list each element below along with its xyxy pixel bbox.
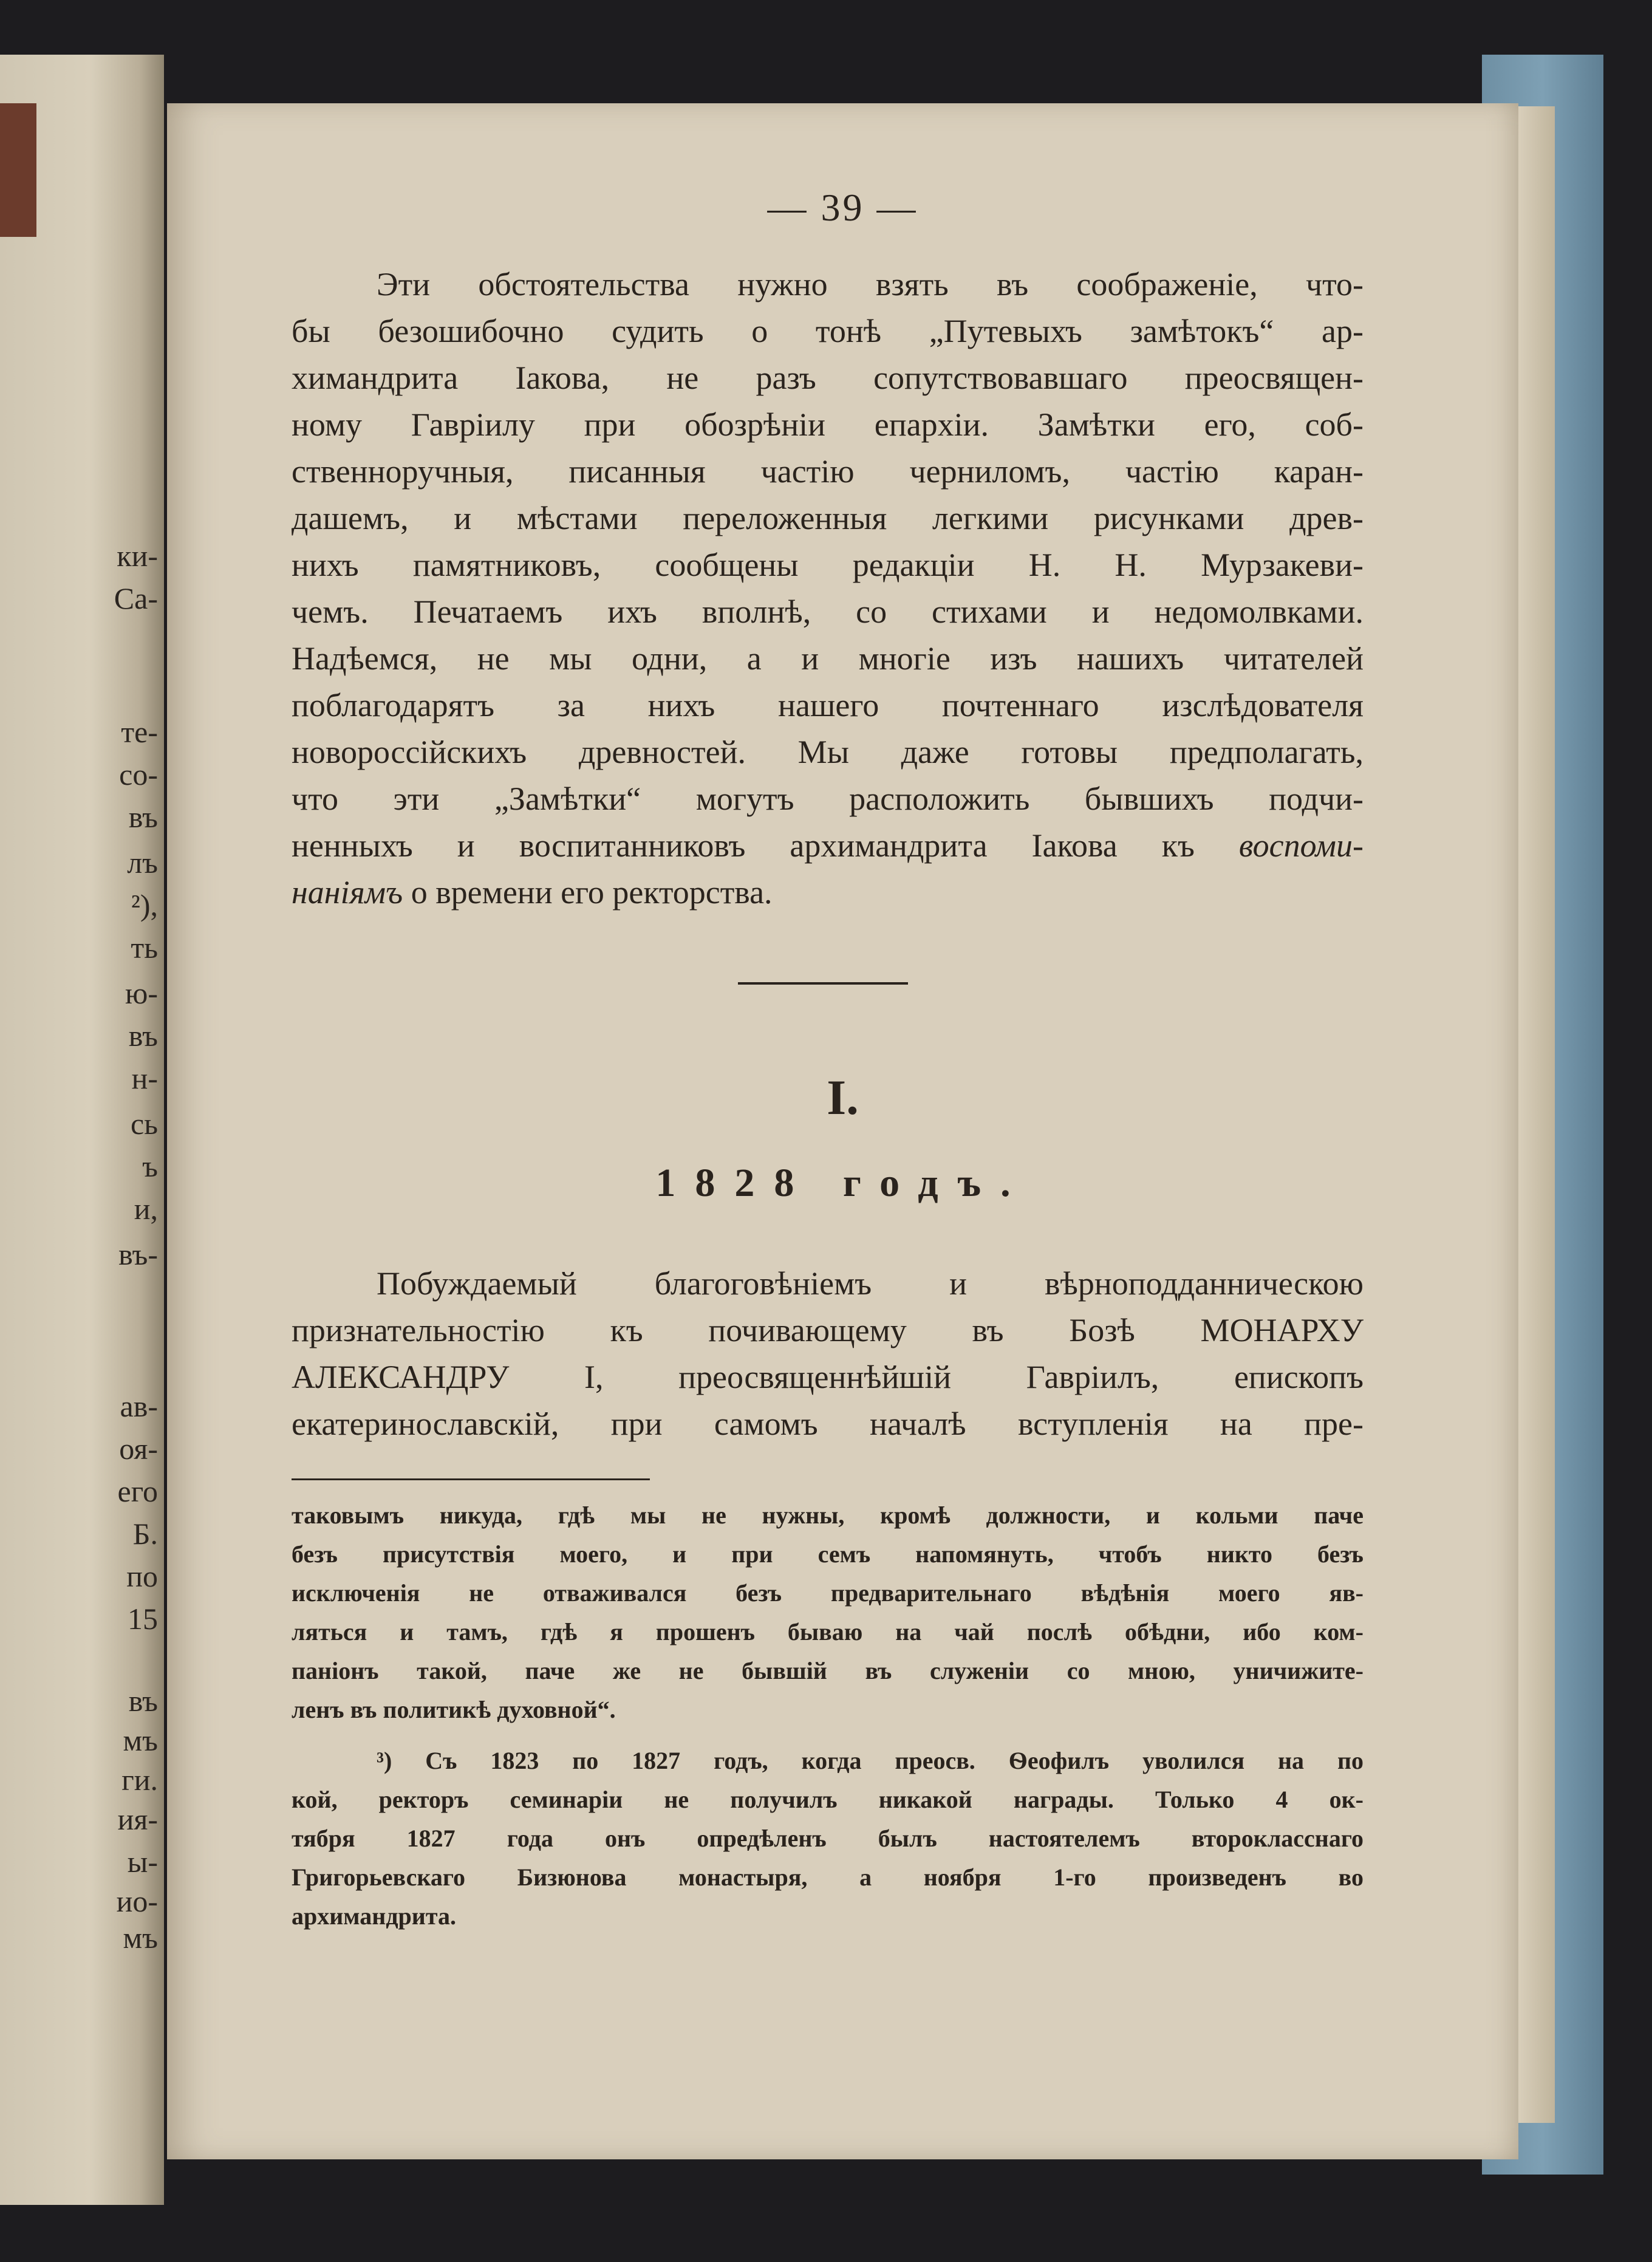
left-page-line: ия- xyxy=(117,1802,158,1836)
left-page-line: Б. xyxy=(132,1517,158,1551)
text-segment: ненныхъ и воспитанниковъ архимандрита Іакова къ xyxy=(292,827,1195,864)
left-page-line: ги. xyxy=(121,1763,158,1797)
page-stack-edge xyxy=(1518,106,1555,2123)
text-line: поблагодарятъ за нихъ нашего почтеннаго изслѣдователя xyxy=(292,687,1364,723)
left-page-line: въ xyxy=(128,1684,158,1718)
left-page-line: Са- xyxy=(114,581,158,615)
left-page-line: въ xyxy=(128,800,158,834)
text-line: дашемъ, и мѣстами переложенныя легкими рисунками древ- xyxy=(292,500,1364,536)
text-line: АЛЕКСАНДРУ I, преосвященнѣйшій Гавріилъ, епископъ xyxy=(292,1359,1364,1395)
left-page-line: мъ xyxy=(123,1723,158,1757)
text-line: Эти обстоятельства нужно взять въ соображеніе, что- xyxy=(377,266,1364,302)
book-page xyxy=(167,103,1518,2159)
paragraph-intro xyxy=(292,261,1364,916)
left-page-line: 15 xyxy=(128,1602,158,1636)
text-line: екатеринославскій, при самомъ началѣ вступленія на пре- xyxy=(292,1406,1364,1442)
left-page-line: ю- xyxy=(125,976,158,1010)
footnote-line: ленъ въ политикѣ духовной“. xyxy=(292,1696,616,1723)
footnote-line: ляться и тамъ, гдѣ я прошенъ бываю на чай послѣ обѣдни, ибо ком- xyxy=(292,1618,1364,1645)
footnote-line: исключенія не отваживался безъ предварительнаго вѣдѣнія моего яв- xyxy=(292,1579,1364,1607)
left-page-line: по xyxy=(126,1559,158,1593)
left-page-line: ав- xyxy=(120,1389,158,1423)
text-line: химандрита Іакова, не разъ сопутствовавшаго преосвящен- xyxy=(292,360,1364,396)
text-line: новороссійскихъ древностей. Мы даже готовы предполагать, xyxy=(292,734,1364,770)
footnote-divider xyxy=(292,1478,650,1480)
footnote-line: безъ присутствія моего, и при семъ напомянуть, чтобъ никто безъ xyxy=(292,1540,1364,1568)
footnote-continued xyxy=(292,1496,1364,1729)
left-page-line: со- xyxy=(119,757,158,791)
italic-segment: воспоми- xyxy=(1238,827,1364,864)
left-page-line: ъ xyxy=(142,1149,158,1183)
text-line: бы безошибочно судить о тонѣ „Путевыхъ замѣтокъ“ ар- xyxy=(292,313,1364,349)
left-page-line: те- xyxy=(121,715,158,749)
paragraph-section xyxy=(292,1260,1364,1447)
text-line: ному Гавріилу при обозрѣніи епархіи. Замѣтки его, соб- xyxy=(292,406,1364,443)
left-page-line: оя- xyxy=(119,1432,158,1466)
italic-segment: наніямъ xyxy=(292,874,403,911)
footnote-line: ³) Съ 1823 по 1827 годъ, когда преосв. Ѳеофилъ уволился на по xyxy=(377,1747,1364,1774)
left-page-line: лъ xyxy=(127,846,158,880)
text-line: признательностію къ почивающему въ Бозѣ МОНАРХУ xyxy=(292,1312,1364,1348)
text-line: Побуждаемый благоговѣніемъ и вѣрноподданническою xyxy=(377,1265,1364,1302)
footnote-line: тября 1827 года онъ опредѣленъ былъ настоятелемъ второкласснаго xyxy=(292,1825,1364,1852)
left-page-line: ио- xyxy=(116,1884,158,1918)
text-line: ственноручныя, писанныя частію черниломъ, частію каран- xyxy=(292,453,1364,490)
footnote-line: Григорьевскаго Бизюнова монастыря, а ноября 1-го произведенъ во xyxy=(292,1864,1364,1891)
text-line xyxy=(292,869,1364,916)
section-title: 1828 годъ. xyxy=(655,1161,1030,1205)
section-divider xyxy=(738,982,908,985)
left-page-line: въ- xyxy=(118,1237,158,1271)
footnote-3 xyxy=(292,1741,1364,1936)
left-page-line: ы- xyxy=(127,1845,158,1879)
text-line: Надѣемся, не мы одни, а и многіе изъ нашихъ читателей xyxy=(292,640,1364,677)
left-facing-page xyxy=(0,55,164,2205)
text-line xyxy=(292,822,1364,869)
text-segment: о времени его ректорства. xyxy=(411,874,773,911)
left-page-line: въ xyxy=(128,1019,158,1053)
section-numeral: I. xyxy=(827,1070,859,1125)
left-page-binding xyxy=(0,103,36,237)
left-page-line: его xyxy=(117,1474,158,1508)
left-page-line: н- xyxy=(131,1061,158,1095)
text-line: чемъ. Печатаемъ ихъ вполнѣ, со стихами и недомолвками. xyxy=(292,593,1364,630)
footnote-line: архимандрита. xyxy=(292,1902,456,1930)
left-page-line: ²), xyxy=(131,888,158,922)
text-line: что эти „Замѣтки“ могутъ расположить бывшихъ подчи- xyxy=(292,781,1364,817)
footnote-line: паніонъ такой, паче же не бывшій въ служеніи со мною, уничижите- xyxy=(292,1657,1364,1684)
page-number: — 39 — xyxy=(767,186,918,229)
left-page-line: мъ xyxy=(123,1921,158,1955)
left-page-line: сь xyxy=(131,1107,158,1141)
text-line: нихъ памятниковъ, сообщены редакціи Н. Н. Мурзакеви- xyxy=(292,547,1364,583)
left-page-line: ки- xyxy=(117,539,158,573)
left-page-line: и, xyxy=(134,1192,158,1226)
footnote-line: кой, ректоръ семинаріи не получилъ никакой награды. Только 4 ок- xyxy=(292,1786,1364,1813)
left-page-line: ть xyxy=(131,931,158,965)
footnote-line: таковымъ никуда, гдѣ мы не нужны, кромѣ должности, и кольми паче xyxy=(292,1502,1364,1529)
